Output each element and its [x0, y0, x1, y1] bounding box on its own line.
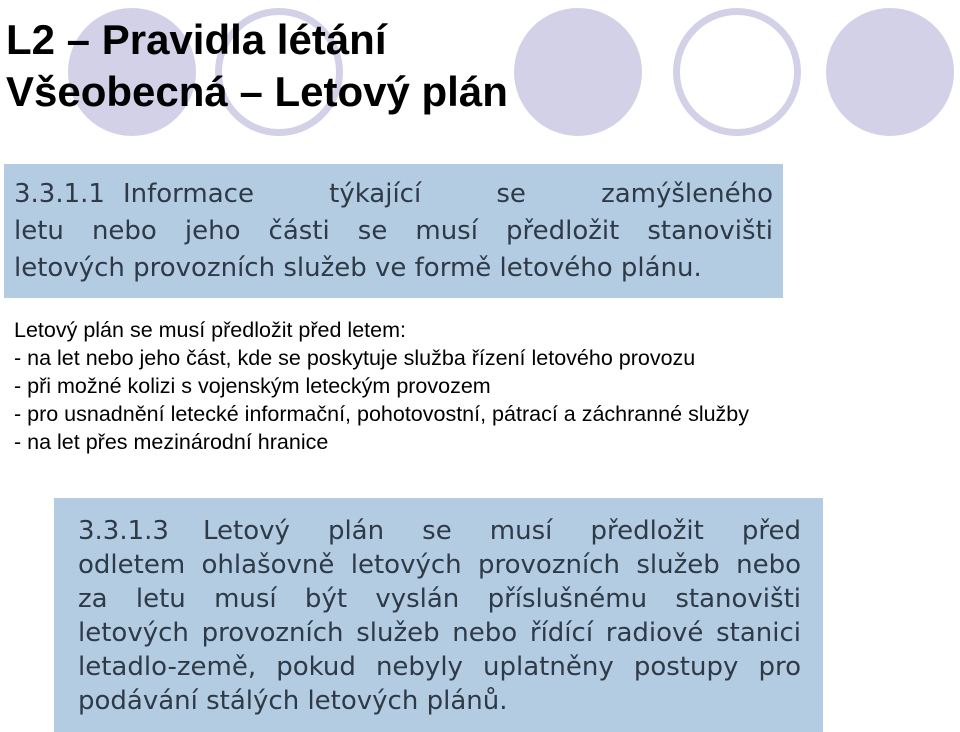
decorative-circle-outline: [673, 8, 801, 136]
excerpt-line: odletem ohlašovně letových provozních služeb nebo: [78, 550, 801, 580]
slide-title-line-1: L2 – Pravidla létání: [6, 16, 387, 63]
excerpt-line: letových provozních služeb nebo řídící radiové stanici: [78, 618, 801, 648]
section-number: 3.3.1.3: [78, 516, 169, 546]
excerpt-line: za letu musí být vyslán příslušnému stanovišti: [78, 584, 801, 614]
decorative-circle: [514, 8, 642, 136]
condition-item: - na let přes mezinárodní hranice: [14, 430, 329, 454]
excerpt-line: letu nebo jeho části se musí předložit stanovišti: [14, 216, 773, 246]
flight-plan-conditions: [14, 316, 954, 456]
excerpt-line: Letový plán se musí předložit před: [202, 516, 801, 546]
condition-item: - na let nebo jeho část, kde se poskytuje služba řízení letového provozu: [14, 346, 696, 370]
regulation-excerpt-3-3-1-1: [4, 164, 783, 298]
condition-item: - při možné kolizi s vojenským leteckým provozem: [14, 374, 491, 398]
slide-title-line-2: Všeobecná – Letový plán: [6, 68, 508, 115]
slide-title: [6, 14, 508, 118]
decorative-circle: [826, 8, 954, 136]
excerpt-line: podávání stálých letových plánů.: [78, 686, 508, 716]
excerpt-line: Informace týkající se zamýšleného: [122, 179, 773, 209]
conditions-intro: Letový plán se musí předložit před letem:: [14, 318, 406, 342]
section-number: 3.3.1.1: [14, 179, 105, 209]
condition-item: - pro usnadnění letecké informační, pohotovostní, pátrací a záchranné služby: [14, 402, 750, 426]
excerpt-line: letadlo-země, pokud nebyly uplatněny postupy pro: [78, 652, 801, 682]
regulation-excerpt-3-3-1-3: [54, 498, 823, 732]
excerpt-line: letových provozních služeb ve formě letového plánu.: [14, 253, 702, 283]
